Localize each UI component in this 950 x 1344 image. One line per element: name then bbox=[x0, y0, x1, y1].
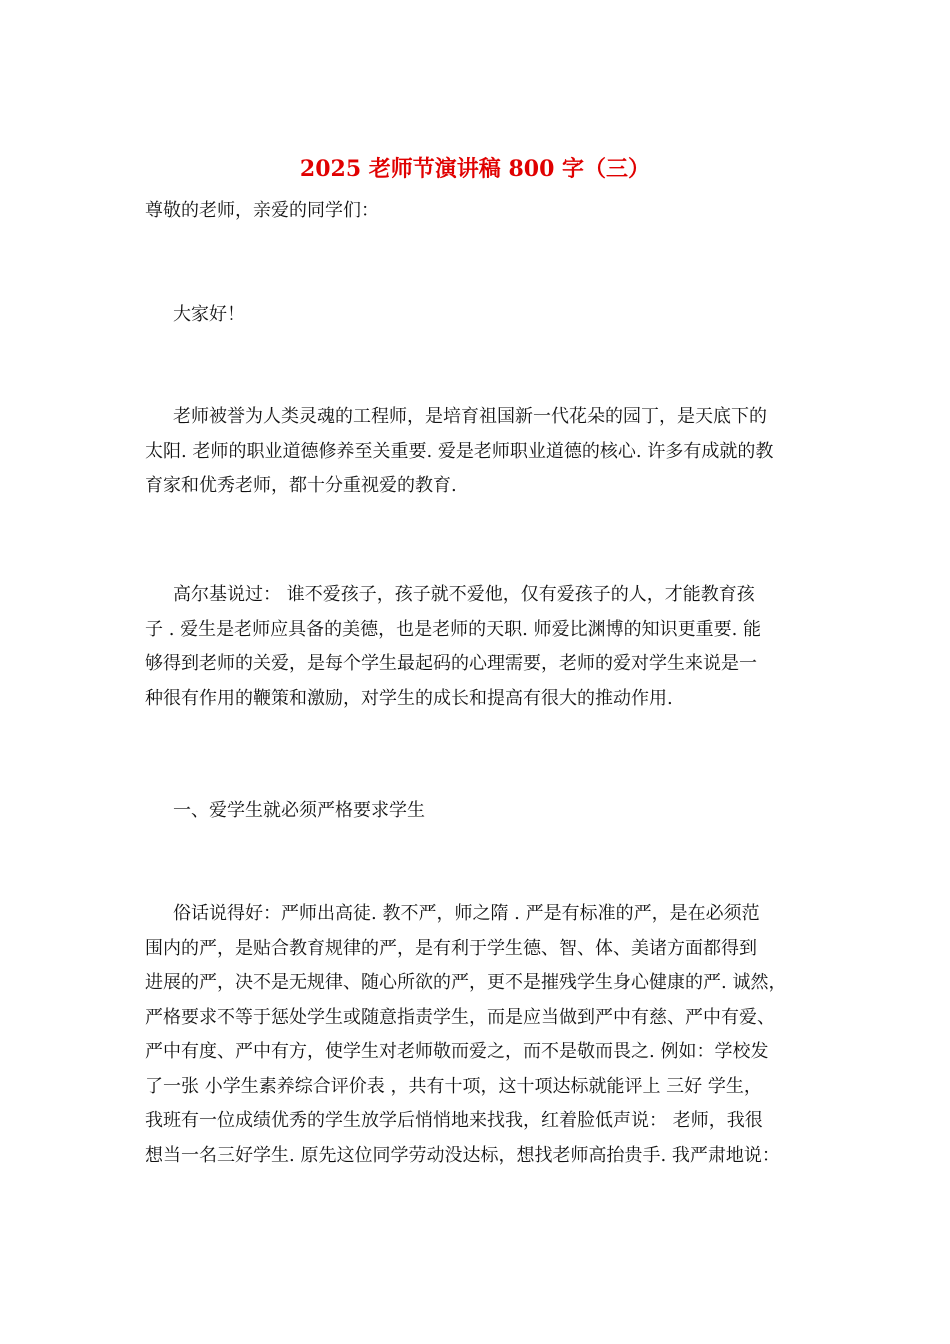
paragraph-line: 太阳. 老师的职业道德修养至关重要. 爱是老师职业道德的核心. 许多有成就的教 bbox=[145, 440, 774, 462]
paragraph-line: 够得到老师的关爱，是每个学生最起码的心理需要，老师的爱对学生来说是一 bbox=[145, 653, 757, 674]
paragraph-line: 了一张 小学生素养综合评价表 ，共有十项，这十项达标就能评上 三好 学生， bbox=[145, 1075, 762, 1097]
paragraph-line: 严格要求不等于惩处学生或随意指责学生，而是应当做到严中有慈、严中有爱、 bbox=[145, 1006, 775, 1028]
paragraph-line: 进展的严，决不是无规律、随心所欲的严，更不是摧残学生身心健康的严. 诚然， bbox=[145, 972, 787, 993]
salutation: 尊敬的老师，亲爱的同学们： bbox=[145, 200, 379, 221]
paragraph-greeting bbox=[145, 298, 835, 333]
section-heading-1 bbox=[145, 794, 835, 829]
paragraph-line: 种很有作用的鞭策和激励，对学生的成长和提高有很大的推动作用. bbox=[145, 687, 673, 709]
paragraph-line: 围内的严，是贴合教育规律的严，是有利于学生德、智、体、美诸方面都得到 bbox=[145, 937, 757, 959]
paragraph-line: 高尔基说过： 谁不爱孩子，孩子就不爱他，仅有爱孩子的人，才能教育孩 bbox=[173, 584, 755, 605]
paragraph-strict-teacher bbox=[145, 897, 835, 1173]
document-title: 2025 老师节演讲稿 800 字（三） bbox=[299, 156, 651, 182]
paragraph-line: 大家好！ bbox=[173, 304, 245, 325]
paragraph-gorky-quote bbox=[145, 578, 835, 716]
section-heading-text: 一、爱学生就必须严格要求学生 bbox=[173, 800, 425, 821]
paragraph-line: 育家和优秀老师，都十分重视爱的教育. bbox=[145, 475, 457, 496]
paragraph-line: 我班有一位成绩优秀的学生放学后悄悄地来找我，红着脸低声说： 老师，我很 bbox=[145, 1110, 763, 1131]
paragraph-intro bbox=[145, 400, 835, 504]
paragraph-line: 想当一名三好学生. 原先这位同学劳动没达标，想找老师高抬贵手. 我严肃地说： bbox=[145, 1144, 780, 1166]
paragraph-line: 子 . 爱生是老师应具备的美德，也是老师的天职. 师爱比渊博的知识更重要. 能 bbox=[145, 618, 762, 640]
paragraph-line: 老师被誉为人类灵魂的工程师，是培育祖国新一代花朵的园丁，是天底下的 bbox=[173, 406, 767, 427]
paragraph-line: 严中有度、严中有方，使学生对老师敬而爱之，而不是敬而畏之. 例如：学校发 bbox=[145, 1041, 769, 1062]
paragraph-line: 俗话说得好：严师出高徒. 教不严，师之隋 . 严是有标准的严，是在必须范 bbox=[173, 903, 760, 924]
